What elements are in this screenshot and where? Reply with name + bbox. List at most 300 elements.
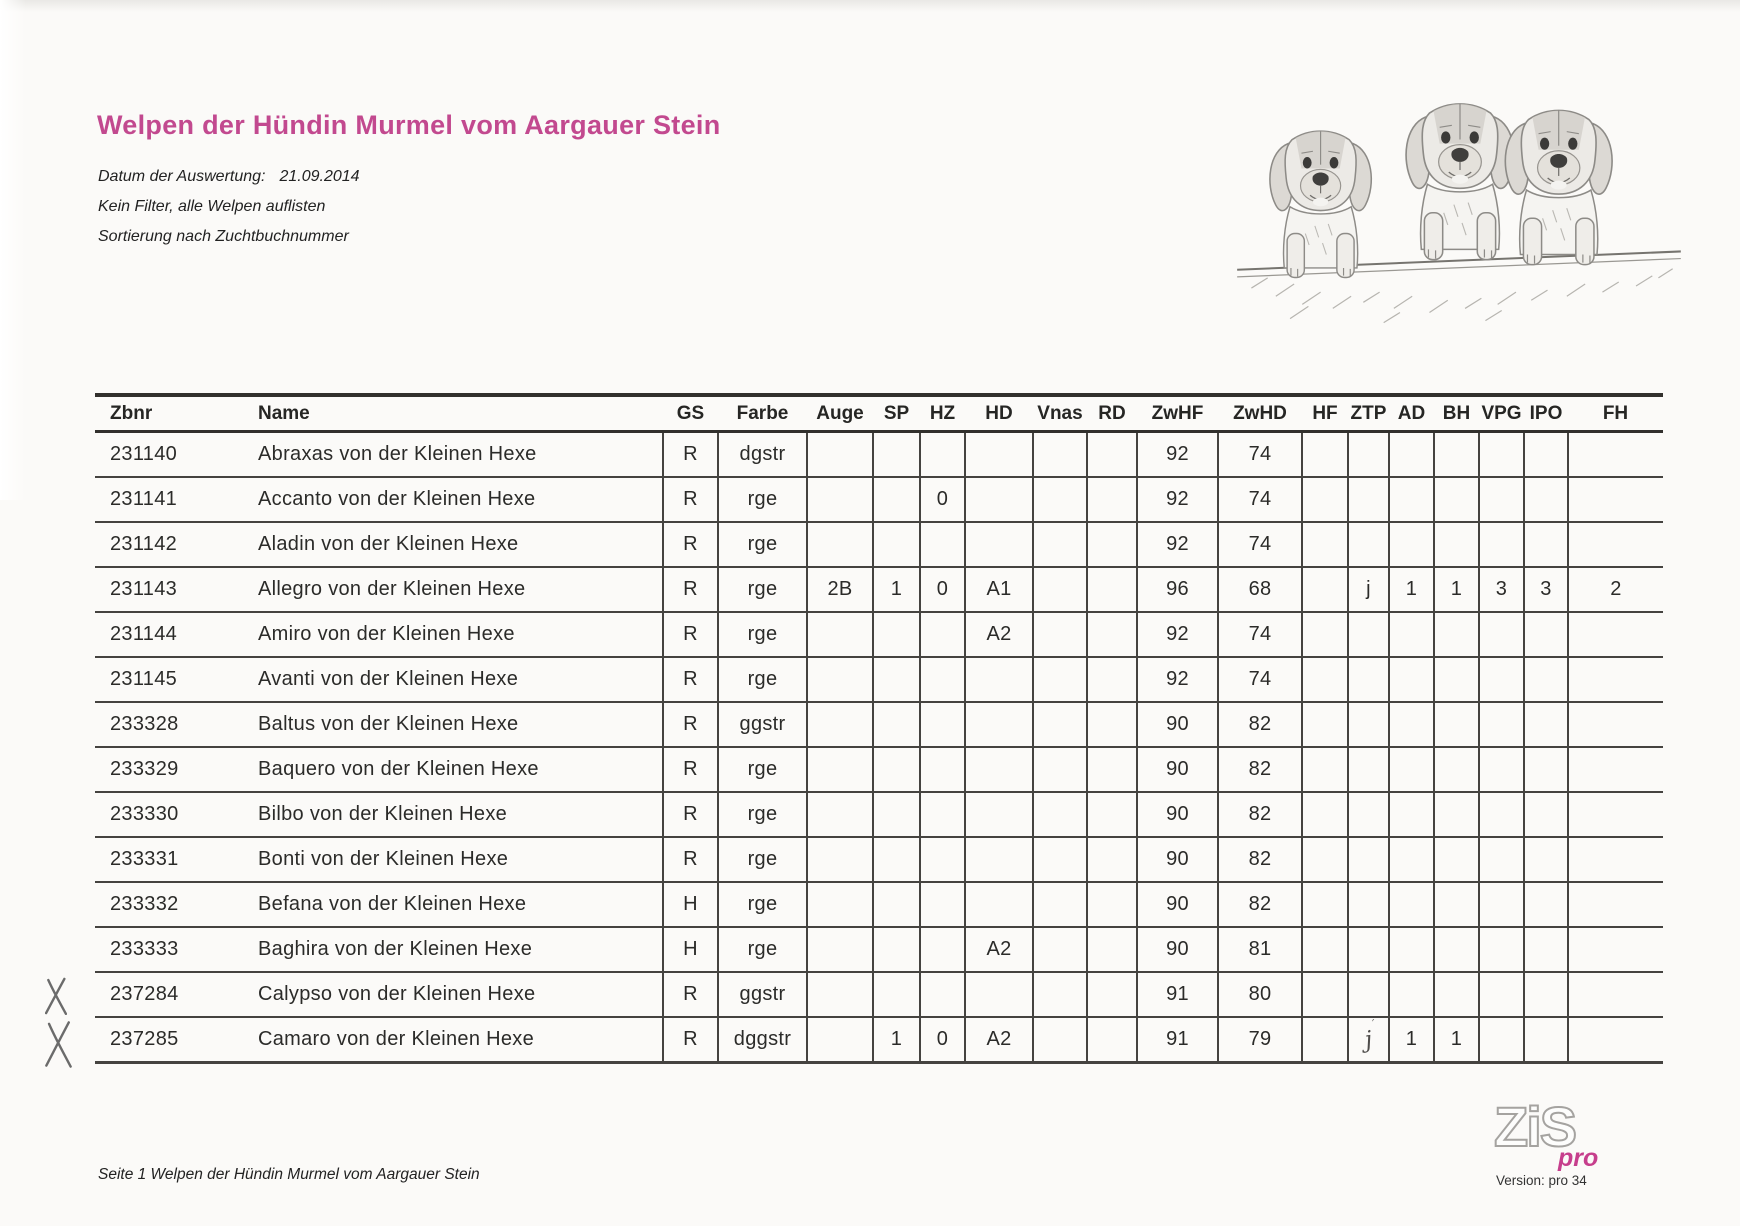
cell-sp bbox=[873, 522, 920, 567]
cell-zbnr: 233329 bbox=[95, 747, 255, 792]
table-row bbox=[95, 1017, 1663, 1063]
cell-auge bbox=[807, 747, 873, 792]
cell-fh bbox=[1568, 882, 1663, 927]
cell-sp bbox=[873, 747, 920, 792]
cell-auge bbox=[807, 522, 873, 567]
cell-rd bbox=[1087, 567, 1137, 612]
cell-rd bbox=[1087, 972, 1137, 1017]
column-header-auge: Auge bbox=[807, 395, 873, 432]
cell-zwhf: 91 bbox=[1137, 972, 1218, 1017]
cell-zbnr: 231140 bbox=[95, 432, 255, 478]
cell-auge bbox=[807, 792, 873, 837]
cell-ztp bbox=[1348, 612, 1389, 657]
cell-hf bbox=[1302, 1017, 1348, 1063]
cell-zwhd: 82 bbox=[1218, 837, 1302, 882]
cell-hf bbox=[1302, 837, 1348, 882]
table-row bbox=[95, 747, 1663, 792]
report-date-value: 21.09.2014 bbox=[279, 168, 360, 185]
cell-ipo bbox=[1524, 477, 1568, 522]
cell-vnas bbox=[1033, 1017, 1087, 1063]
cell-vnas bbox=[1033, 882, 1087, 927]
cell-vpg bbox=[1479, 432, 1524, 478]
cell-zbnr: 231145 bbox=[95, 657, 255, 702]
cell-zwhd: 82 bbox=[1218, 792, 1302, 837]
cell-hz bbox=[920, 747, 965, 792]
cell-bh bbox=[1434, 522, 1479, 567]
column-header-gs: GS bbox=[663, 395, 718, 432]
cell-hd bbox=[965, 837, 1033, 882]
cell-hz bbox=[920, 972, 965, 1017]
cell-ad: 1 bbox=[1389, 1017, 1434, 1063]
cell-hd bbox=[965, 522, 1033, 567]
cell-hf bbox=[1302, 612, 1348, 657]
cell-rd bbox=[1087, 432, 1137, 478]
table-row bbox=[95, 657, 1663, 702]
cell-name: Avanti von der Kleinen Hexe bbox=[255, 657, 663, 702]
cell-farbe: ggstr bbox=[718, 702, 807, 747]
cell-farbe: rge bbox=[718, 612, 807, 657]
cell-sp bbox=[873, 837, 920, 882]
cell-hd: A1 bbox=[965, 567, 1033, 612]
cell-name: Camaro von der Kleinen Hexe bbox=[255, 1017, 663, 1063]
cell-ad bbox=[1389, 792, 1434, 837]
cell-ad bbox=[1389, 972, 1434, 1017]
cell-zwhd: 74 bbox=[1218, 657, 1302, 702]
report-date-label: Datum der Auswertung: bbox=[98, 168, 266, 185]
cell-gs: R bbox=[663, 972, 718, 1017]
cell-vpg bbox=[1479, 792, 1524, 837]
cell-rd bbox=[1087, 477, 1137, 522]
cell-sp bbox=[873, 432, 920, 478]
column-header-ztp: ZTP bbox=[1348, 395, 1389, 432]
cell-vnas bbox=[1033, 567, 1087, 612]
cell-vpg bbox=[1479, 972, 1524, 1017]
cell-ztp: j bbox=[1348, 567, 1389, 612]
cell-rd bbox=[1087, 927, 1137, 972]
cell-gs: H bbox=[663, 882, 718, 927]
cell-bh bbox=[1434, 927, 1479, 972]
cell-gs: R bbox=[663, 612, 718, 657]
cell-vnas bbox=[1033, 792, 1087, 837]
cell-auge bbox=[807, 432, 873, 478]
cell-sp: 1 bbox=[873, 1017, 920, 1063]
cell-fh: 2 bbox=[1568, 567, 1663, 612]
scan-artifact-top bbox=[0, 0, 1740, 12]
table-body bbox=[95, 432, 1663, 1063]
cell-rd bbox=[1087, 747, 1137, 792]
cell-bh bbox=[1434, 657, 1479, 702]
cell-rd bbox=[1087, 837, 1137, 882]
cell-hf bbox=[1302, 792, 1348, 837]
cell-zwhd: 82 bbox=[1218, 702, 1302, 747]
cell-auge bbox=[807, 972, 873, 1017]
cell-ad bbox=[1389, 612, 1434, 657]
cell-zwhd: 80 bbox=[1218, 972, 1302, 1017]
cell-zwhf: 91 bbox=[1137, 1017, 1218, 1063]
cell-ipo bbox=[1524, 432, 1568, 478]
cell-gs: R bbox=[663, 432, 718, 478]
cell-hd bbox=[965, 657, 1033, 702]
cell-hf bbox=[1302, 747, 1348, 792]
cell-ztp bbox=[1348, 432, 1389, 478]
cell-rd bbox=[1087, 882, 1137, 927]
table-row bbox=[95, 792, 1663, 837]
cell-bh bbox=[1434, 792, 1479, 837]
cell-ztp bbox=[1348, 747, 1389, 792]
cell-fh bbox=[1568, 927, 1663, 972]
cell-hd bbox=[965, 702, 1033, 747]
cell-ztp bbox=[1348, 522, 1389, 567]
cell-zbnr: 233330 bbox=[95, 792, 255, 837]
cell-zwhd: 74 bbox=[1218, 612, 1302, 657]
cell-vpg bbox=[1479, 612, 1524, 657]
cell-hz bbox=[920, 612, 965, 657]
cell-vpg bbox=[1479, 657, 1524, 702]
cell-zwhd: 68 bbox=[1218, 567, 1302, 612]
cell-zwhf: 90 bbox=[1137, 747, 1218, 792]
cell-hf bbox=[1302, 972, 1348, 1017]
column-header-ipo: IPO bbox=[1524, 395, 1568, 432]
scan-artifact-left bbox=[0, 0, 26, 500]
cell-name: Aladin von der Kleinen Hexe bbox=[255, 522, 663, 567]
cell-farbe: rge bbox=[718, 747, 807, 792]
cell-ad bbox=[1389, 477, 1434, 522]
cell-hf bbox=[1302, 927, 1348, 972]
cell-ad bbox=[1389, 702, 1434, 747]
cell-ad bbox=[1389, 657, 1434, 702]
cell-name: Bilbo von der Kleinen Hexe bbox=[255, 792, 663, 837]
cell-gs: R bbox=[663, 1017, 718, 1063]
cell-gs: R bbox=[663, 657, 718, 702]
column-header-hf: HF bbox=[1302, 395, 1348, 432]
cell-vnas bbox=[1033, 432, 1087, 478]
handwritten-x-mark bbox=[45, 1020, 72, 1068]
cell-ztp bbox=[1348, 1017, 1389, 1063]
cell-farbe: rge bbox=[718, 522, 807, 567]
cell-ztp bbox=[1348, 882, 1389, 927]
cell-zbnr: 231144 bbox=[95, 612, 255, 657]
cell-hz bbox=[920, 522, 965, 567]
cell-name: Allegro von der Kleinen Hexe bbox=[255, 567, 663, 612]
cell-gs: R bbox=[663, 837, 718, 882]
cell-zwhf: 92 bbox=[1137, 477, 1218, 522]
cell-auge bbox=[807, 882, 873, 927]
cell-zwhf: 90 bbox=[1137, 702, 1218, 747]
column-header-farbe: Farbe bbox=[718, 395, 807, 432]
cell-ztp bbox=[1348, 972, 1389, 1017]
cell-farbe: rge bbox=[718, 477, 807, 522]
table-row bbox=[95, 522, 1663, 567]
cell-vpg bbox=[1479, 1017, 1524, 1063]
cell-fh bbox=[1568, 657, 1663, 702]
cell-vnas bbox=[1033, 522, 1087, 567]
column-header-ad: AD bbox=[1389, 395, 1434, 432]
cell-zbnr: 233328 bbox=[95, 702, 255, 747]
cell-sp bbox=[873, 612, 920, 657]
cell-bh bbox=[1434, 702, 1479, 747]
cell-zwhd: 81 bbox=[1218, 927, 1302, 972]
cell-vnas bbox=[1033, 702, 1087, 747]
table-row bbox=[95, 477, 1663, 522]
cell-bh bbox=[1434, 612, 1479, 657]
cell-farbe: dgstr bbox=[718, 432, 807, 478]
cell-ad: 1 bbox=[1389, 567, 1434, 612]
zis-logo-text: ZiS bbox=[1494, 1096, 1576, 1158]
cell-hz bbox=[920, 702, 965, 747]
cell-farbe: rge bbox=[718, 792, 807, 837]
zis-logo-sub: pro bbox=[1558, 1144, 1599, 1172]
cell-hd bbox=[965, 792, 1033, 837]
cell-sp bbox=[873, 792, 920, 837]
cell-hz bbox=[920, 927, 965, 972]
cell-ad bbox=[1389, 747, 1434, 792]
cell-hd: A2 bbox=[965, 927, 1033, 972]
report-filter-line: Kein Filter, alle Welpen auflisten bbox=[98, 198, 326, 215]
cell-vnas bbox=[1033, 927, 1087, 972]
column-header-zwhf: ZwHF bbox=[1137, 395, 1218, 432]
cell-zwhf: 92 bbox=[1137, 432, 1218, 478]
cell-rd bbox=[1087, 792, 1137, 837]
cell-ipo bbox=[1524, 1017, 1568, 1063]
cell-ztp bbox=[1348, 477, 1389, 522]
cell-name: Baquero von der Kleinen Hexe bbox=[255, 747, 663, 792]
cell-vpg bbox=[1479, 927, 1524, 972]
cell-name: Bonti von der Kleinen Hexe bbox=[255, 837, 663, 882]
cell-fh bbox=[1568, 612, 1663, 657]
cell-sp bbox=[873, 477, 920, 522]
cell-vpg bbox=[1479, 882, 1524, 927]
cell-zwhf: 96 bbox=[1137, 567, 1218, 612]
column-header-vnas: Vnas bbox=[1033, 395, 1087, 432]
cell-auge: 2B bbox=[807, 567, 873, 612]
cell-auge bbox=[807, 657, 873, 702]
cell-vpg bbox=[1479, 477, 1524, 522]
cell-zbnr: 231141 bbox=[95, 477, 255, 522]
cell-zwhd: 79 bbox=[1218, 1017, 1302, 1063]
column-header-sp: SP bbox=[873, 395, 920, 432]
puppies-illustration bbox=[1230, 52, 1690, 342]
cell-ztp bbox=[1348, 702, 1389, 747]
handwritten-x-mark bbox=[45, 977, 67, 1015]
cell-ipo bbox=[1524, 702, 1568, 747]
cell-ipo bbox=[1524, 837, 1568, 882]
cell-hd bbox=[965, 882, 1033, 927]
table-row bbox=[95, 972, 1663, 1017]
cell-ztp bbox=[1348, 837, 1389, 882]
table-row bbox=[95, 927, 1663, 972]
report-sort-line: Sortierung nach Zuchtbuchnummer bbox=[98, 228, 349, 245]
cell-bh bbox=[1434, 432, 1479, 478]
cell-rd bbox=[1087, 1017, 1137, 1063]
cell-zwhd: 82 bbox=[1218, 747, 1302, 792]
table-row bbox=[95, 612, 1663, 657]
cell-zwhd: 74 bbox=[1218, 522, 1302, 567]
cell-hd: A2 bbox=[965, 612, 1033, 657]
cell-zbnr: 233331 bbox=[95, 837, 255, 882]
cell-sp bbox=[873, 972, 920, 1017]
cell-gs: R bbox=[663, 702, 718, 747]
cell-ipo bbox=[1524, 927, 1568, 972]
cell-ipo bbox=[1524, 657, 1568, 702]
cell-fh bbox=[1568, 432, 1663, 478]
cell-hf bbox=[1302, 522, 1348, 567]
cell-ipo bbox=[1524, 882, 1568, 927]
cell-hf bbox=[1302, 567, 1348, 612]
cell-vnas bbox=[1033, 477, 1087, 522]
cell-zwhd: 74 bbox=[1218, 477, 1302, 522]
cell-hd: A2 bbox=[965, 1017, 1033, 1063]
cell-ztp bbox=[1348, 927, 1389, 972]
cell-bh bbox=[1434, 972, 1479, 1017]
cell-farbe: dggstr bbox=[718, 1017, 807, 1063]
cell-farbe: rge bbox=[718, 657, 807, 702]
cell-vnas bbox=[1033, 612, 1087, 657]
cell-auge bbox=[807, 702, 873, 747]
cell-gs: R bbox=[663, 522, 718, 567]
cell-bh: 1 bbox=[1434, 1017, 1479, 1063]
cell-fh bbox=[1568, 792, 1663, 837]
cell-sp: 1 bbox=[873, 567, 920, 612]
cell-fh bbox=[1568, 1017, 1663, 1063]
cell-sp bbox=[873, 702, 920, 747]
cell-hd bbox=[965, 477, 1033, 522]
cell-zbnr: 231142 bbox=[95, 522, 255, 567]
cell-hd bbox=[965, 432, 1033, 478]
cell-vpg bbox=[1479, 747, 1524, 792]
table-row bbox=[95, 702, 1663, 747]
cell-hd bbox=[965, 972, 1033, 1017]
column-header-zwhd: ZwHD bbox=[1218, 395, 1302, 432]
cell-auge bbox=[807, 837, 873, 882]
footer-page-line: Seite 1 Welpen der Hündin Murmel vom Aargauer Stein bbox=[98, 1166, 480, 1183]
cell-hf bbox=[1302, 432, 1348, 478]
column-header-bh: BH bbox=[1434, 395, 1479, 432]
cell-zwhf: 90 bbox=[1137, 882, 1218, 927]
cell-zwhf: 92 bbox=[1137, 612, 1218, 657]
cell-ad bbox=[1389, 432, 1434, 478]
cell-hz: 0 bbox=[920, 477, 965, 522]
cell-bh bbox=[1434, 882, 1479, 927]
cell-ipo bbox=[1524, 792, 1568, 837]
column-header-name: Name bbox=[255, 395, 663, 432]
cell-hf bbox=[1302, 882, 1348, 927]
cell-ad bbox=[1389, 882, 1434, 927]
cell-ad bbox=[1389, 837, 1434, 882]
cell-hz bbox=[920, 882, 965, 927]
cell-hz: 0 bbox=[920, 1017, 965, 1063]
column-header-vpg: VPG bbox=[1479, 395, 1524, 432]
cell-ad bbox=[1389, 927, 1434, 972]
cell-vpg: 3 bbox=[1479, 567, 1524, 612]
table-row bbox=[95, 882, 1663, 927]
cell-vnas bbox=[1033, 972, 1087, 1017]
cell-name: Amiro von der Kleinen Hexe bbox=[255, 612, 663, 657]
cell-fh bbox=[1568, 837, 1663, 882]
table-row bbox=[95, 432, 1663, 478]
cell-ipo bbox=[1524, 612, 1568, 657]
cell-farbe: rge bbox=[718, 927, 807, 972]
cell-hz bbox=[920, 837, 965, 882]
table-row bbox=[95, 837, 1663, 882]
cell-vpg bbox=[1479, 702, 1524, 747]
cell-sp bbox=[873, 882, 920, 927]
page-title: Welpen der Hündin Murmel vom Aargauer Stein bbox=[97, 110, 721, 140]
cell-ad bbox=[1389, 522, 1434, 567]
cell-gs: R bbox=[663, 747, 718, 792]
cell-sp bbox=[873, 657, 920, 702]
cell-auge bbox=[807, 612, 873, 657]
cell-rd bbox=[1087, 702, 1137, 747]
cell-rd bbox=[1087, 612, 1137, 657]
cell-hz bbox=[920, 432, 965, 478]
report-meta bbox=[98, 168, 360, 258]
cell-auge bbox=[807, 477, 873, 522]
handwritten-ztp-value: j ′ bbox=[1363, 1026, 1374, 1053]
cell-auge bbox=[807, 1017, 873, 1063]
cell-vnas bbox=[1033, 747, 1087, 792]
cell-gs: R bbox=[663, 567, 718, 612]
zis-pro-logo bbox=[1482, 1096, 1652, 1196]
cell-hf bbox=[1302, 702, 1348, 747]
cell-rd bbox=[1087, 657, 1137, 702]
cell-fh bbox=[1568, 747, 1663, 792]
cell-rd bbox=[1087, 522, 1137, 567]
cell-hz bbox=[920, 657, 965, 702]
cell-zwhd: 74 bbox=[1218, 432, 1302, 478]
cell-hz bbox=[920, 792, 965, 837]
cell-auge bbox=[807, 927, 873, 972]
cell-ipo bbox=[1524, 747, 1568, 792]
cell-zbnr: 237284 bbox=[95, 972, 255, 1017]
cell-ipo bbox=[1524, 522, 1568, 567]
cell-ztp bbox=[1348, 657, 1389, 702]
table-header-row bbox=[95, 395, 1663, 432]
cell-zwhf: 90 bbox=[1137, 927, 1218, 972]
cell-farbe: rge bbox=[718, 837, 807, 882]
cell-bh bbox=[1434, 477, 1479, 522]
cell-ztp bbox=[1348, 792, 1389, 837]
cell-name: Calypso von der Kleinen Hexe bbox=[255, 972, 663, 1017]
cell-vnas bbox=[1033, 837, 1087, 882]
cell-zbnr: 233333 bbox=[95, 927, 255, 972]
column-header-hd: HD bbox=[965, 395, 1033, 432]
cell-hf bbox=[1302, 657, 1348, 702]
cell-fh bbox=[1568, 522, 1663, 567]
report-date-line bbox=[98, 168, 360, 198]
cell-fh bbox=[1568, 477, 1663, 522]
cell-vpg bbox=[1479, 522, 1524, 567]
cell-ipo: 3 bbox=[1524, 567, 1568, 612]
puppies-table bbox=[95, 393, 1663, 1064]
cell-zbnr: 237285 bbox=[95, 1017, 255, 1063]
cell-gs: R bbox=[663, 477, 718, 522]
cell-hd bbox=[965, 747, 1033, 792]
cell-bh bbox=[1434, 747, 1479, 792]
cell-sp bbox=[873, 927, 920, 972]
table-row bbox=[95, 567, 1663, 612]
cell-zwhf: 90 bbox=[1137, 792, 1218, 837]
column-header-rd: RD bbox=[1087, 395, 1137, 432]
cell-vpg bbox=[1479, 837, 1524, 882]
cell-gs: R bbox=[663, 792, 718, 837]
column-header-zbnr: Zbnr bbox=[95, 395, 255, 432]
cell-zwhd: 82 bbox=[1218, 882, 1302, 927]
cell-zwhf: 90 bbox=[1137, 837, 1218, 882]
cell-hf bbox=[1302, 477, 1348, 522]
zis-logo-version: Version: pro 34 bbox=[1496, 1173, 1587, 1188]
cell-zbnr: 231143 bbox=[95, 567, 255, 612]
cell-gs: H bbox=[663, 927, 718, 972]
